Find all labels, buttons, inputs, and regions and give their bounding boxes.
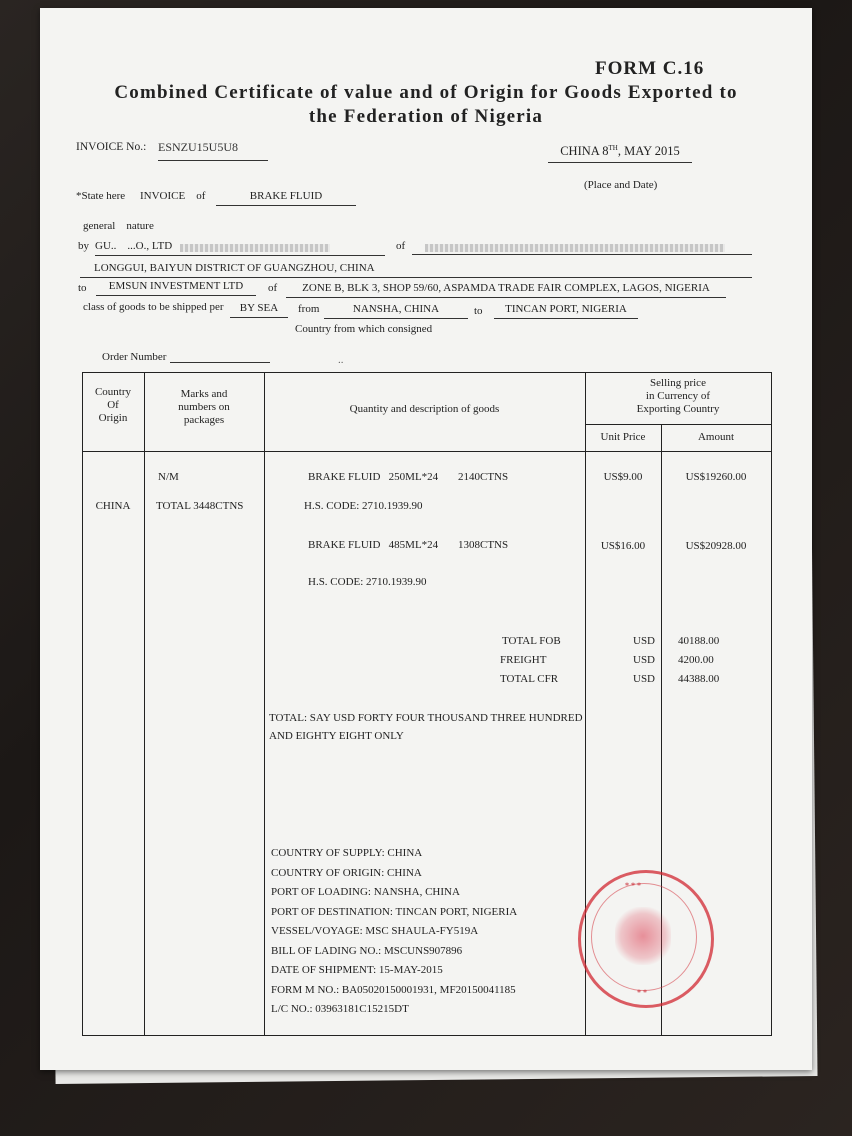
place-date-prefix: CHINA 8 (560, 144, 609, 159)
item-1-description: BRAKE FLUID 250ML*24 (308, 471, 439, 483)
header-selling-price (585, 377, 771, 416)
detail-vessel-voyage: VESSEL/VOYAGE: MSC SHAULA-FY519A (271, 925, 479, 937)
item-1-quantity: 2140CTNS (458, 471, 509, 483)
detail-port-of-loading: PORT OF LOADING: NANSHA, CHINA (271, 886, 460, 898)
by-label: by (78, 240, 89, 252)
general-nature-label: general nature (83, 220, 154, 232)
total-fob-currency: USD (633, 635, 656, 647)
detail-port-of-destination: PORT OF DESTINATION: TINCAN PORT, NIGERIA (271, 905, 518, 918)
item-2-description: BRAKE FLUID 485ML*24 (308, 539, 439, 551)
header-quantity-description: Quantity and description of goods (349, 403, 500, 415)
detail-country-of-supply: COUNTRY OF SUPPLY: CHINA (271, 847, 423, 859)
detail-bill-of-lading: BILL OF LADING NO.: MSCUNS907896 (271, 944, 463, 957)
shipment-details (271, 844, 517, 1020)
invoice-label: INVOICE No.: (76, 141, 147, 153)
total-cfr-currency: USD (633, 673, 656, 685)
origin-country: CHINA (95, 500, 131, 512)
header-country-of-origin (82, 386, 144, 425)
marks-value: N/M (158, 471, 179, 483)
form-code: FORM C.16 (595, 58, 705, 79)
stamp-core (615, 907, 671, 965)
amount-in-words-line2: AND EIGHTY EIGHT ONLY (269, 730, 404, 742)
ship-to-label: to (474, 305, 483, 317)
freight-label: FREIGHT (500, 654, 547, 666)
detail-country-of-origin: COUNTRY OF ORIGIN: CHINA (271, 866, 422, 879)
exporter-name: GU.. ...O., LTD (95, 240, 385, 256)
place-date-caption: (Place and Date) (584, 179, 658, 191)
from-label: from (298, 303, 320, 315)
total-packages: TOTAL 3448CTNS (156, 500, 244, 512)
consigned-caption: Country from which consigned (295, 323, 433, 335)
redacted-exporter-name (180, 244, 330, 252)
header-country-line1: Country (94, 386, 132, 398)
order-number-field (170, 351, 270, 363)
document-title-line2: the Federation of Nigeria (308, 106, 544, 127)
header-selling-line1: Selling price (650, 377, 706, 389)
header-unit-price: Unit Price (600, 431, 646, 443)
nature-of-goods: BRAKE FLUID (216, 190, 356, 206)
table-bottom-border (82, 1035, 772, 1036)
col-divider-2 (264, 372, 265, 1036)
header-marks-line1: Marks and (180, 388, 228, 400)
total-fob-value: 40188.00 (678, 635, 720, 647)
exporter-address-line2: LONGGUI, BAIYUN DISTRICT OF GUANGZHOU, CHINA (80, 262, 752, 278)
document-title-line1: Combined Certificate of value and of Origin for Goods Exported to (114, 82, 738, 103)
place-date (548, 144, 692, 163)
state-here-label: *State here (76, 190, 126, 202)
header-marks-numbers (144, 388, 264, 427)
total-fob-label: TOTAL FOB (502, 635, 561, 647)
freight-currency: USD (633, 654, 656, 666)
col-divider-1 (144, 372, 145, 1036)
header-bottom-border (82, 451, 772, 452)
item-1-amount: US$19260.00 (685, 471, 747, 483)
certificate-document (40, 8, 812, 1070)
item-1-unit-price: US$9.00 (603, 471, 643, 483)
stray-dots: .. (338, 354, 344, 366)
total-cfr-label: TOTAL CFR (500, 673, 559, 685)
detail-date-of-shipment: DATE OF SHIPMENT: 15-MAY-2015 (271, 964, 443, 976)
table-left-border (82, 372, 83, 1036)
shipping-method: BY SEA (230, 302, 288, 318)
header-marks-line3: packages (183, 414, 225, 426)
company-seal-stamp (578, 870, 714, 1008)
item-2-hs-code: H.S. CODE: 2710.1939.90 (308, 576, 427, 588)
importer-name: EMSUN INVESTMENT LTD (96, 280, 256, 296)
order-number-label: Order Number (102, 351, 167, 363)
by-of-label: of (396, 240, 406, 252)
stamp-lettering-bottom: * * (637, 988, 647, 997)
price-subheader-border (585, 424, 772, 425)
redacted-exporter-address (425, 244, 725, 252)
amount-in-words-line1: TOTAL: SAY USD FORTY FOUR THOUSAND THREE HUNDRED (269, 712, 583, 724)
header-selling-line2: in Currency of (645, 390, 711, 402)
total-cfr-value: 44388.00 (678, 673, 720, 685)
destination-port: TINCAN PORT, NIGERIA (494, 303, 638, 319)
place-date-suffix: , MAY 2015 (617, 144, 680, 159)
header-country-line3: Origin (98, 412, 128, 424)
header-amount: Amount (697, 431, 735, 443)
table-top-border (82, 372, 772, 373)
stamp-lettering-top: * * * (625, 881, 641, 890)
item-2-unit-price: US$16.00 (600, 540, 646, 552)
item-2-quantity: 1308CTNS (458, 539, 509, 551)
freight-value: 4200.00 (678, 654, 714, 666)
to-of-label: of (268, 282, 278, 294)
item-1-hs-code: H.S. CODE: 2710.1939.90 (304, 500, 423, 512)
importer-address: ZONE B, BLK 3, SHOP 59/60, ASPAMDA TRADE FAIR COMPLEX, LAGOS, NIGERIA (286, 282, 726, 298)
header-marks-line2: numbers on (178, 401, 230, 413)
invoice-of-label: INVOICE of (140, 190, 206, 202)
from-port: NANSHA, CHINA (324, 303, 468, 319)
class-of-goods-label: class of goods to be shipped per (83, 301, 224, 313)
header-country-line2: Of (107, 399, 119, 411)
invoice-number: ESNZU15U5U8 (158, 140, 268, 161)
item-2-amount: US$20928.00 (685, 540, 747, 552)
detail-form-m-no: FORM M NO.: BA05020150001931, MF20150041185 (271, 983, 516, 996)
header-selling-line3: Exporting Country (636, 403, 720, 415)
detail-lc-no: L/C NO.: 03963181C15215DT (271, 1003, 409, 1015)
to-label: to (78, 282, 87, 294)
table-right-border (771, 372, 772, 1036)
place-date-sup: TH (608, 144, 618, 152)
